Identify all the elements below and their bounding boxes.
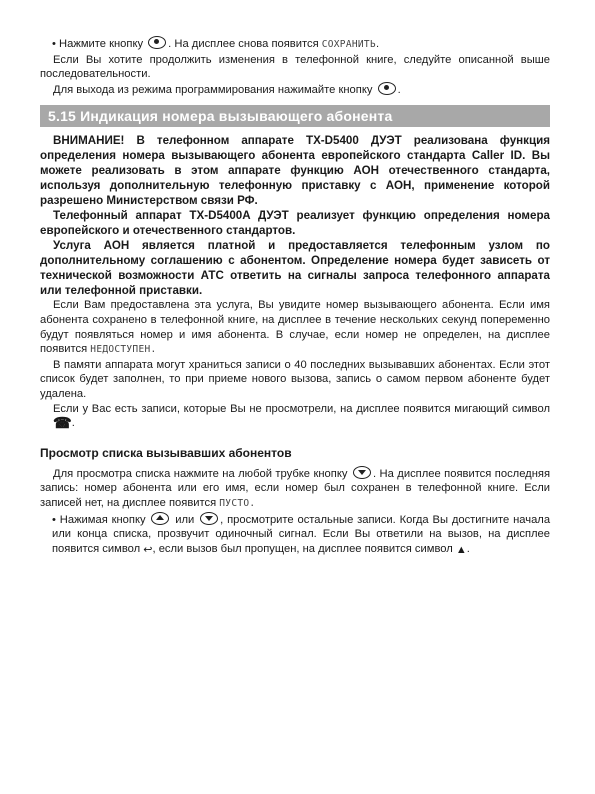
text: , просмотрите остальные записи. Когда Вы достигните начала или конца списка, прозвучит одиночный сигнал. Если Вы ответили на вызов, на дисплее появится символ (52, 513, 551, 555)
up-key-icon (151, 512, 169, 525)
bullet-mark: • (52, 513, 56, 526)
missed-call-icon: ▲ (455, 543, 467, 556)
paragraph-warning: ВНИМАНИЕ! В телефонном аппарате TX-D5400 ДУЭТ реализована функция определения номера вызывающего абонента европейского стандарта Caller ID. Вы можете реализовать в этом аппарате функцию АОН отечественного стандарта, используя дополнительную телефонную приставку с АОН, применение которой разрешено Министерством связи РФ. (40, 134, 550, 208)
paragraph-memory: В памяти аппарата могут храниться записи о 40 последних вызывавших абонентах. Если этот список будет заполнен, то при приеме нового вызова, запись о самом первом абоненте будет удалена. (40, 358, 550, 400)
phone-book-icon: ☎ (53, 415, 72, 433)
paragraph-caller-display (40, 298, 550, 357)
lcd-text: ПУСТО. (219, 497, 256, 509)
paragraph-exit (40, 82, 550, 98)
lcd-text: СОХРАНИТЬ (321, 39, 376, 50)
ok-key-icon (148, 36, 166, 49)
text: . На дисплее появится последняя запись: номер абонента или его имя, если номер был сохранен в телефонной книге. Если записей нет, на дисплее появится (40, 467, 551, 509)
text: . На дисплее снова появится (168, 38, 319, 50)
text: . (397, 83, 401, 96)
subsection-heading: Просмотр списка вызывавших абонентов (40, 445, 292, 460)
paragraph-save (40, 36, 550, 53)
paragraph-unread (40, 402, 550, 432)
paragraph-model-a: Телефонный аппарат TX-D5400A ДУЭТ реализует функцию определения номера европейского и отечественного стандартов. (40, 209, 550, 238)
text: Для просмотра списка нажмите на любой трубке кнопку (53, 467, 348, 480)
text: Нажмите кнопку (59, 38, 144, 50)
text: . (71, 417, 75, 430)
exit-key-icon (378, 82, 396, 95)
text: Если у Вас есть записи, которые Вы не просмотрели, на дисплее появится мигающий символ (53, 402, 550, 415)
manual-page (40, 36, 550, 557)
text: или (175, 513, 195, 526)
paragraph-service: Услуга АОН является платной и предоставляется телефонным узлом по дополнительному соглашению с абонентом. Определение номера будет зависеть от технической возможности АТС ответить на сигналы запроса телефонного аппарата или телефонной приставки. (40, 239, 550, 298)
paragraph-continue: Если Вы хотите продолжить изменения в телефонной книге, следуйте описанной выше последовательности. (40, 53, 550, 81)
section-heading: 5.15 Индикация номера вызывающего абонента (40, 105, 550, 127)
text: . (466, 542, 470, 555)
answered-call-icon: ↩ (143, 543, 153, 556)
down-key-icon (353, 466, 371, 479)
lcd-text: НЕДОСТУПЕН. (90, 344, 157, 356)
text: . (375, 38, 380, 50)
paragraph-view-list (40, 466, 550, 512)
down-key-icon (200, 512, 218, 525)
text: Если Вам предоставлена эта услуга, Вы увидите номер вызывающего абонента. Если имя абонента сохранено в телефонной книге, на дисплее в течение нескольких секунд попеременно будут появляться номер и имя абонента. В случае, если номер не определен, на дисплее появится (40, 299, 550, 356)
text: Нажимая кнопку (59, 513, 146, 526)
paragraph-browse (40, 512, 550, 558)
text: Для выхода из режима программирования нажимайте кнопку (53, 83, 373, 96)
bullet-mark: • (52, 38, 56, 50)
text: , если вызов был пропущен, на дисплее появится символ (152, 542, 453, 555)
